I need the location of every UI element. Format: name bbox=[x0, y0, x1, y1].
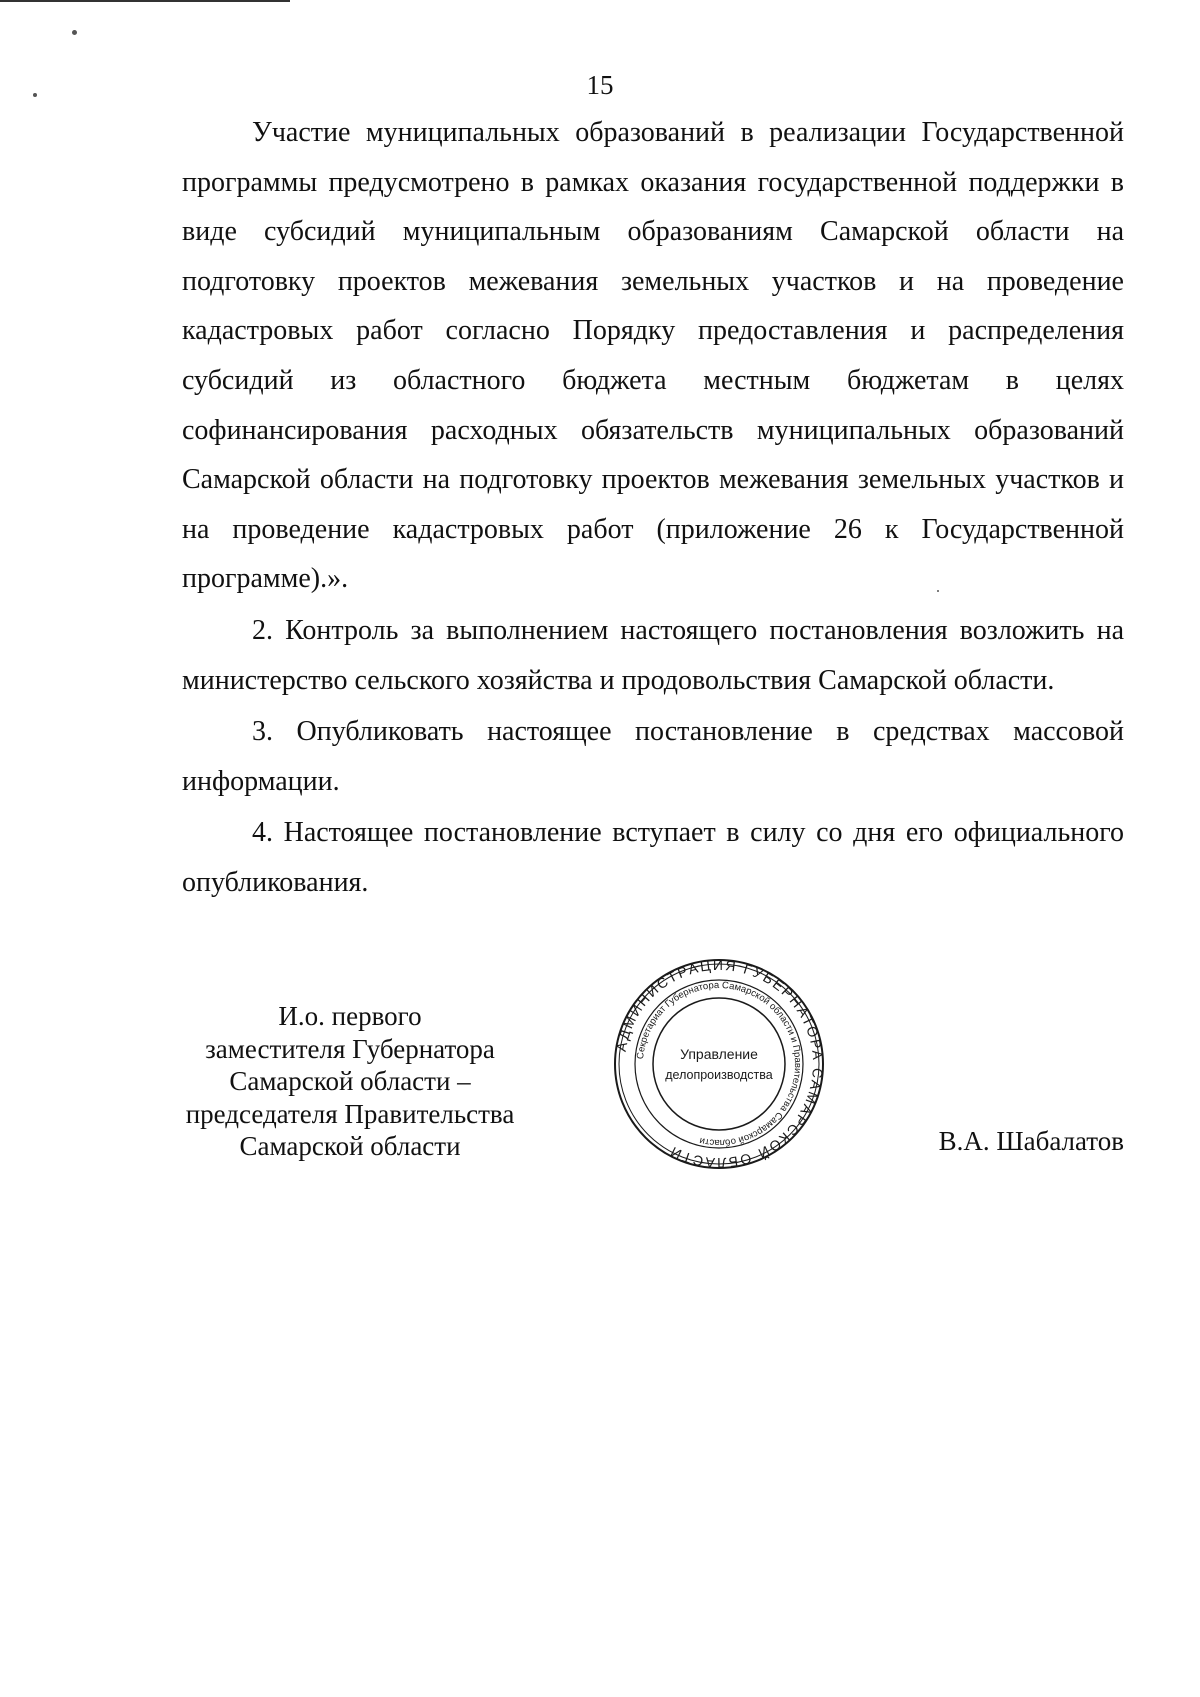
seal-inner-text: Секретариат Губернатора Самарской области и Правительства Самарской области bbox=[635, 979, 804, 1149]
paragraph-participation: Участие муниципальных образований в реализации Государственной программы предусмотрено в рамках оказания государственной поддержки в виде субсидий муниципальным образованиям Самарской области на подготовку проектов межевания земельных участков и на проведение кадастровых работ согласно Порядку предоставления и распределения субсидий из областного бюджета местным бюджетам в целях софинансирования расходных обязательств муниципальных образований Самарской области на подготовку проектов межевания земельных участков и на проведение кадастровых работ (приложение 26 к Государственной программе).». bbox=[182, 117, 1124, 595]
paragraph-control: 2. Контроль за выполнением настоящего постановления возложить на министерство сельского хозяйства и продовольствия Самарской области. bbox=[182, 614, 1124, 696]
scan-speck bbox=[33, 93, 37, 97]
signatory-title-line: И.о. первого bbox=[278, 1001, 422, 1031]
page-number: 15 bbox=[586, 70, 614, 100]
signatory-title-line: председателя Правительства bbox=[185, 1098, 515, 1129]
signatory-title-line: Самарской области – bbox=[229, 1066, 471, 1096]
seal-center-line-2: делопроизводства bbox=[665, 1068, 773, 1082]
paragraph-effective: 4. Настоящее постановление вступает в силу со дня его официального опубликования. bbox=[182, 817, 1124, 898]
paragraph-publish: 3. Опубликовать настоящее постановление в средствах массовой информации. bbox=[182, 716, 1124, 797]
seal-outer-text: АДМИНИСТРАЦИЯ ГУБЕРНАТОРА САМАРСКОЙ ОБЛАСТИ bbox=[612, 957, 826, 1171]
signatory-title bbox=[150, 1000, 550, 1163]
signatory-title-line: Самарской области bbox=[239, 1131, 461, 1161]
signatory-title-line: заместителя Губернатора bbox=[205, 1033, 495, 1064]
signer-name: В.А. Шабалатов bbox=[938, 1126, 1124, 1156]
seal-inner-ring bbox=[653, 998, 785, 1130]
top-border-line bbox=[0, 0, 290, 2]
scan-speck bbox=[72, 30, 77, 35]
document-body bbox=[182, 108, 1124, 910]
official-seal-stamp bbox=[612, 957, 826, 1171]
seal-center-line-1: Управление bbox=[680, 1046, 758, 1062]
